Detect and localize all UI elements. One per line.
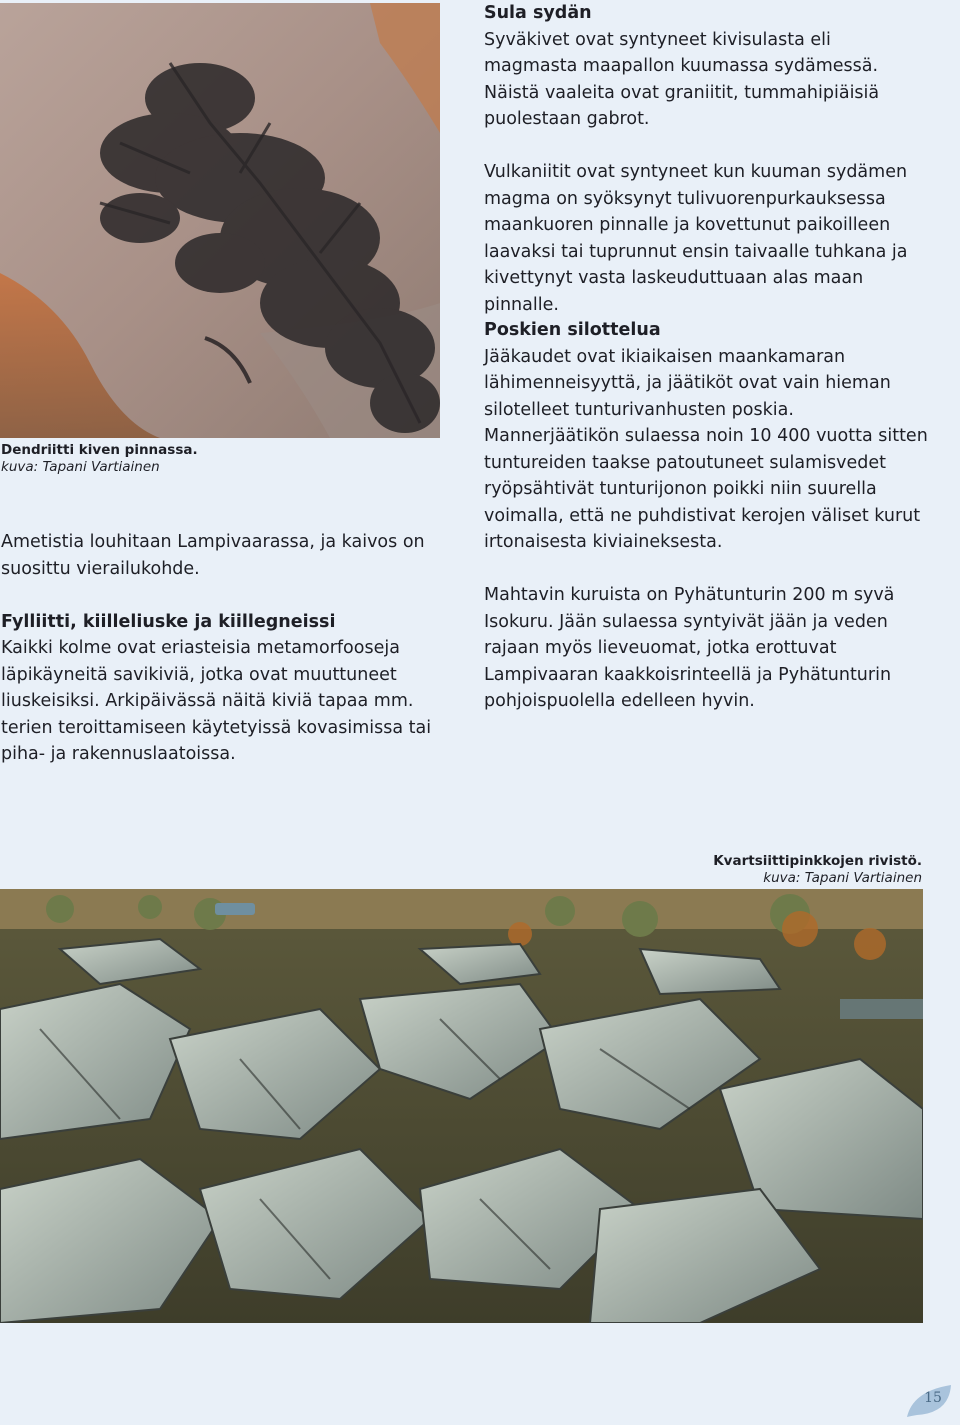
body-paragraph: Syväkivet ovat syntyneet kivisulasta eli magmasta maapallon kuumassa sydämessä. Näistä vaaleita ovat graniitit, tummahipiäisiä puolestaan gabrot. <box>484 29 880 129</box>
section-heading: Sula sydän <box>484 3 592 23</box>
page-number <box>905 1383 953 1419</box>
body-paragraph: Mahtavin kuruista on Pyhätunturin 200 m syvä Isokuru. Jään sulaessa syntyivät jään ja veden rajaan myös lieveuomat, jotka erottuvat Lampivaaran kaakkoisrinteellä ja Pyhätunturin pohjoispuolella edelleen hyvin. <box>484 585 895 711</box>
dendrite-caption <box>1 442 421 476</box>
dendrite-caption-credit: kuva: Tapani Vartiainen <box>1 459 160 475</box>
quartzite-caption-credit: kuva: Tapani Vartiainen <box>763 870 922 886</box>
body-paragraph: Ametistia louhitaan Lampivaarassa, ja kaivos on suosittu vierailukohde. <box>1 532 425 579</box>
section-fylliitti <box>1 529 441 768</box>
section-heading: Fylliitti, kiilleliuske ja kiillegneissi <box>1 611 336 632</box>
quartzite-caption <box>502 853 922 887</box>
quartzite-landscape-photo <box>0 889 923 1323</box>
quartzite-caption-title: Kvartsiittipinkkojen rivistö. <box>713 853 922 869</box>
page-number-text: 15 <box>924 1390 942 1406</box>
dendrite-photo <box>0 3 440 438</box>
body-paragraph: Kaikki kolme ovat eriasteisia metamorfooseja läpikäyneitä savikiviä, jotka ovat muuttuneet liuskeisiksi. Arkipäivässä näitä kiviä tapaa mm. terien teroittamiseen käytetyissä kovasimissa tai piha- ja rakennuslaatoissa. <box>1 638 432 764</box>
dendrite-caption-title: Dendriitti kiven pinnassa. <box>1 442 198 458</box>
body-paragraph: Vulkaniitit ovat syntyneet kun kuuman sydämen magma on syöksynyt tulivuorenpurkauksessa maankuoren pinnalle ja kovettunut paikoilleen laavaksi tai tuprunnut ensin taivaalle tuhkana ja kivettynyt vasta laskeuduttuaan alas maan pinnalle. <box>484 162 908 315</box>
body-paragraph: Jääkaudet ovat ikiaikaisen maankamaran lähimenneisyyttä, ja jäätiköt ovat vain hieman silotelleet tunturivanhusten poskia. Mannerjäätikön sulaessa noin 10 400 vuotta sitten tuntureiden taakse patoutuneet sulamisvedet ryöpsähtivät tunturijonon poikki niin suurella voimalla, että ne puhdistivat kerojen väliset kurut irtonaisesta kiviaineksesta. <box>484 346 928 552</box>
section-heading: Poskien silottelua <box>484 320 661 340</box>
section-poskien-silottelua <box>484 317 929 715</box>
section-sula-sydan <box>484 0 929 318</box>
